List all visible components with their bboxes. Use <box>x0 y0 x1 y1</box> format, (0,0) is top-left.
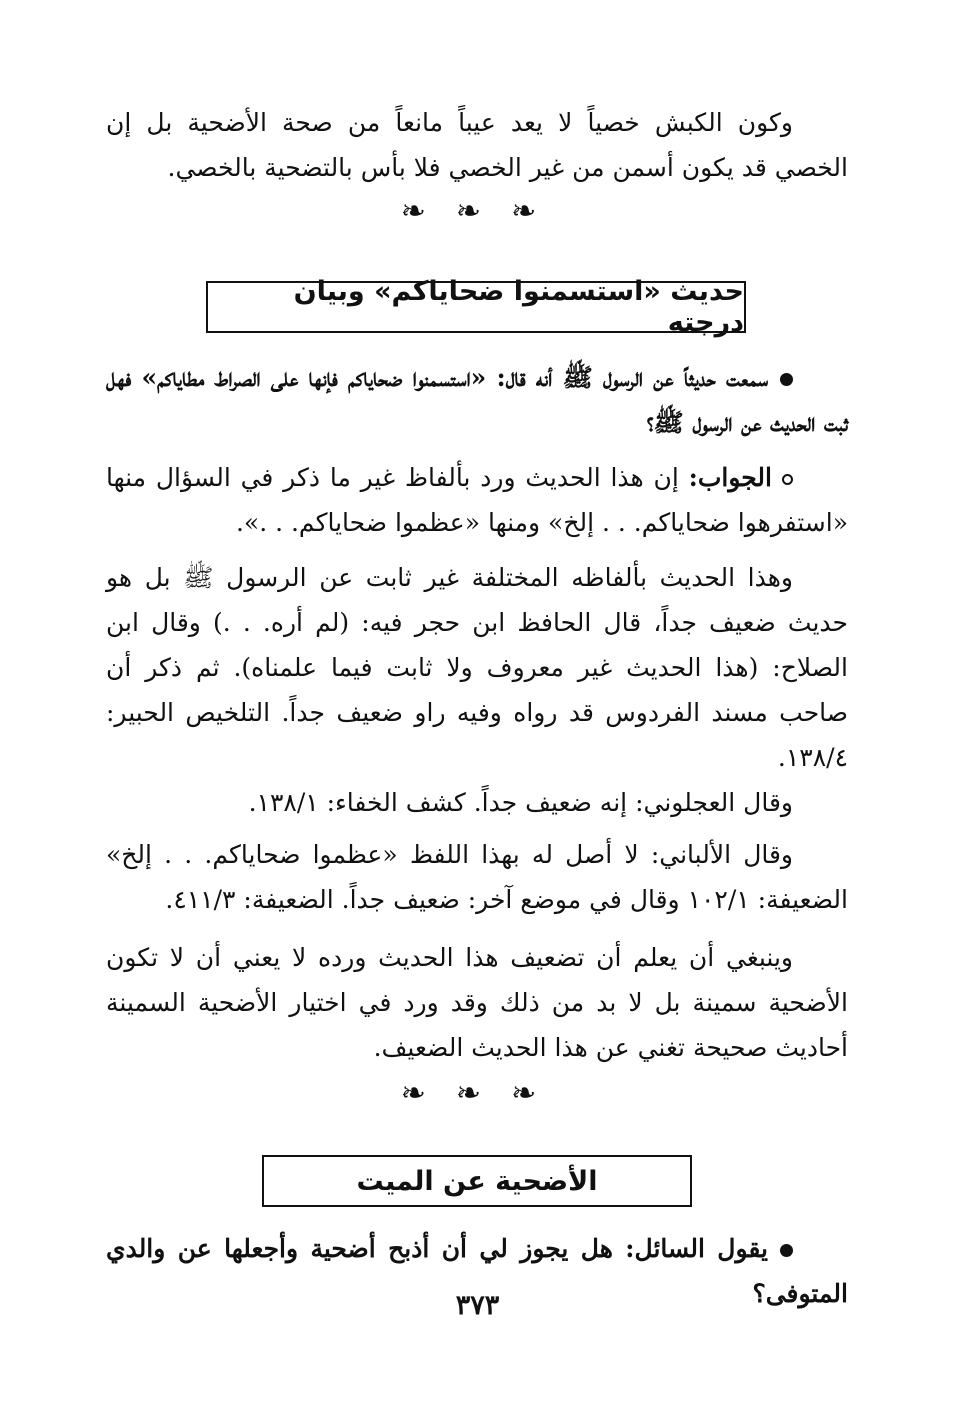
section-divider-ornament <box>0 1074 955 1114</box>
ornament-icon: ❧ <box>511 1076 555 1111</box>
ornament-icon: ❧ <box>455 1076 500 1111</box>
ornament-icon: ❧ <box>400 1076 444 1111</box>
page-number: ٣٧٣ <box>455 1290 500 1321</box>
ornament-icon: ❧ <box>400 194 444 229</box>
bullet-icon <box>780 373 793 386</box>
answer-marker-icon <box>782 474 793 485</box>
intro-paragraph: وكون الكبش خصياً لا يعد عيباً مانعاً من صحة الأضحية بل إن الخصي قد يكون أسمن من غير الخصي فلا بأس بالتضحية بالخصي. <box>106 108 848 182</box>
ornament-icon: ❧ <box>511 194 555 229</box>
section-divider-ornament <box>0 192 955 232</box>
section-title: حديث «استسمنوا ضحاياكم» وبيان درجته <box>293 276 744 338</box>
body-paragraph-2: وقال العجلوني: إنه ضعيف جداً. كشف الخفاء: ١٣٨/١. <box>248 788 793 817</box>
body-paragraph-3: وقال الألباني: لا أصل له بهذا اللفظ «عظموا ضحاياكم. . . إلخ» الضعيفة: ١٠٢/١ وقال في موضع آخر: ضعيف جداً. الضعيفة: ٤١١/٣. <box>106 840 848 914</box>
section-title-box <box>262 1155 692 1207</box>
answer-text: إن هذا الحديث ورد بألفاظ غير ما ذكر في السؤال منها «استفرهوا ضحاياكم. . . إلخ» ومنها «عظموا ضحاياكم. . .». <box>106 463 848 537</box>
answer-label: الجواب: <box>688 463 772 492</box>
answer-paragraph <box>106 455 848 545</box>
body-paragraph-4: وينبغي أن يعلم أن تضعيف هذا الحديث ورده لا يعني أن لا تكون الأضحية سمينة بل لا بد من ذلك وقد ورد في اختيار الأضحية السمينة أحاديث صحيحة تغني عن هذا الحديث الضعيف. <box>106 943 848 1062</box>
bullet-icon <box>780 1244 793 1257</box>
body-paragraph-1: وهذا الحديث بألفاظه المختلفة غير ثابت عن الرسول ﷺ بل هو حديث ضعيف جداً، قال الحافظ ابن حجر فيه: (لم أره. . .) وقال ابن الصلاح: (هذا الحديث غير معروف ولا ثابت فيما علمناه). ثم ذكر أن صاحب مسند الفردوس قد رواه وفيه راو ضعيف جداً. التلخيص الحبير: ١٣٨/٤. <box>106 563 848 772</box>
question-paragraph <box>106 355 848 445</box>
section-title: الأضحية عن الميت <box>356 1165 598 1197</box>
ornament-icon: ❧ <box>455 194 500 229</box>
question-text: سمعت حديثاً عن الرسول ﷺ أنه قال: «استسمنوا ضحاياكم فإنها على الصراط مطاياكم» فهل ثبت الحديث عن الرسول ﷺ؟ <box>106 363 848 437</box>
question-text: يقول السائل: هل يجوز لي أن أذبح أضحية وأجعلها عن والدي المتوفى؟ <box>106 1234 848 1308</box>
section-title-box <box>206 276 746 338</box>
